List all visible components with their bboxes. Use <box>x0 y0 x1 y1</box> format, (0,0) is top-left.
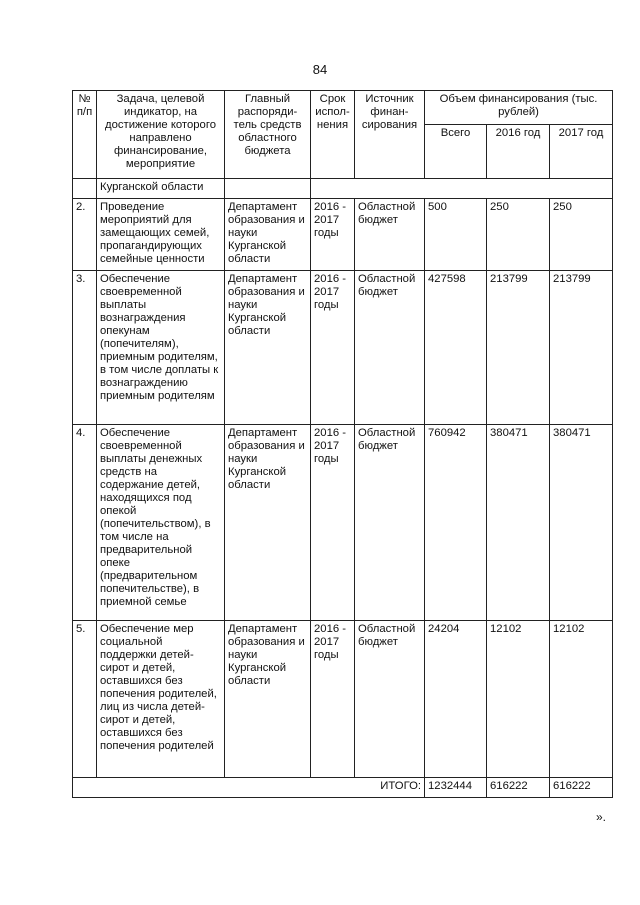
page-number: 84 <box>312 62 328 77</box>
table-row-totals <box>73 778 613 798</box>
row-num: 2. <box>73 199 97 271</box>
row-manager: Департамент образования и науки Курганской области <box>225 425 311 621</box>
row-num: 5. <box>73 621 97 778</box>
row-total: 760942 <box>425 425 487 621</box>
row-task: Обеспечение своевременной выплаты денежных средств на содержание детей, находящихся под опекой (попечительством), в том числе на предварительной опеке (предварительном попечительстве), в приемной семье <box>97 425 225 621</box>
row-source: Областной бюджет <box>355 621 425 778</box>
row-task: Обеспечение мер социальной поддержки детей-сирот и детей, оставшихся без попечения родителей, лиц из числа детей-сирот и детей, оставшихся без попечения родителей <box>97 621 225 778</box>
row-2016: 380471 <box>487 425 550 621</box>
row-2016: 213799 <box>487 271 550 425</box>
row-manager: Департамент образования и науки Курганской области <box>225 271 311 425</box>
row-term: 2016 - 2017 годы <box>311 425 355 621</box>
header-total: Всего <box>425 125 487 179</box>
row-term: 2016 - 2017 годы <box>311 199 355 271</box>
row-manager: Департамент образования и науки Курганской области <box>225 621 311 778</box>
row-num: 4. <box>73 425 97 621</box>
row-2016: 12102 <box>487 621 550 778</box>
continuation-text: Курганской области <box>97 179 225 199</box>
row-2017: 213799 <box>550 271 613 425</box>
row-num: 3. <box>73 271 97 425</box>
row-manager: Департамент образования и науки Курганской области <box>225 199 311 271</box>
row-total: 427598 <box>425 271 487 425</box>
table-row <box>73 199 613 271</box>
table-row <box>73 425 613 621</box>
header-manager: Главный распоряди- тель средств областного бюджета <box>225 91 311 179</box>
header-task: Задача, целевой индикатор, на достижение которого направлено финансирование, мероприятие <box>97 91 225 179</box>
header-2016: 2016 год <box>487 125 550 179</box>
header-volume: Объем финансирования (тыс. рублей) <box>425 91 613 125</box>
table-row-continuation <box>73 179 613 199</box>
row-source: Областной бюджет <box>355 425 425 621</box>
row-task: Обеспечение своевременной выплаты вознаграждения опекунам (попечителям), приемным родителям, в том числе доплаты к вознаграждению приемным родителям <box>97 271 225 425</box>
table-row <box>73 271 613 425</box>
table-row <box>73 621 613 778</box>
header-term: Срок испол- нения <box>311 91 355 179</box>
row-2017: 12102 <box>550 621 613 778</box>
row-total: 500 <box>425 199 487 271</box>
row-2017: 380471 <box>550 425 613 621</box>
row-source: Областной бюджет <box>355 271 425 425</box>
row-2016: 250 <box>487 199 550 271</box>
row-2017: 250 <box>550 199 613 271</box>
totals-total: 1232444 <box>425 778 487 798</box>
row-total: 24204 <box>425 621 487 778</box>
header-source: Источник финан- сирования <box>355 91 425 179</box>
totals-label: ИТОГО: <box>73 778 425 798</box>
totals-2016: 616222 <box>487 778 550 798</box>
closing-quote: ». <box>596 810 607 824</box>
header-2017: 2017 год <box>550 125 613 179</box>
totals-2017: 616222 <box>550 778 613 798</box>
financing-table <box>72 90 613 798</box>
row-term: 2016 - 2017 годы <box>311 271 355 425</box>
row-source: Областной бюджет <box>355 199 425 271</box>
row-term: 2016 - 2017 годы <box>311 621 355 778</box>
header-num: № п/п <box>73 91 97 179</box>
row-task: Проведение мероприятий для замещающих семей, пропагандирующих семейные ценности <box>97 199 225 271</box>
